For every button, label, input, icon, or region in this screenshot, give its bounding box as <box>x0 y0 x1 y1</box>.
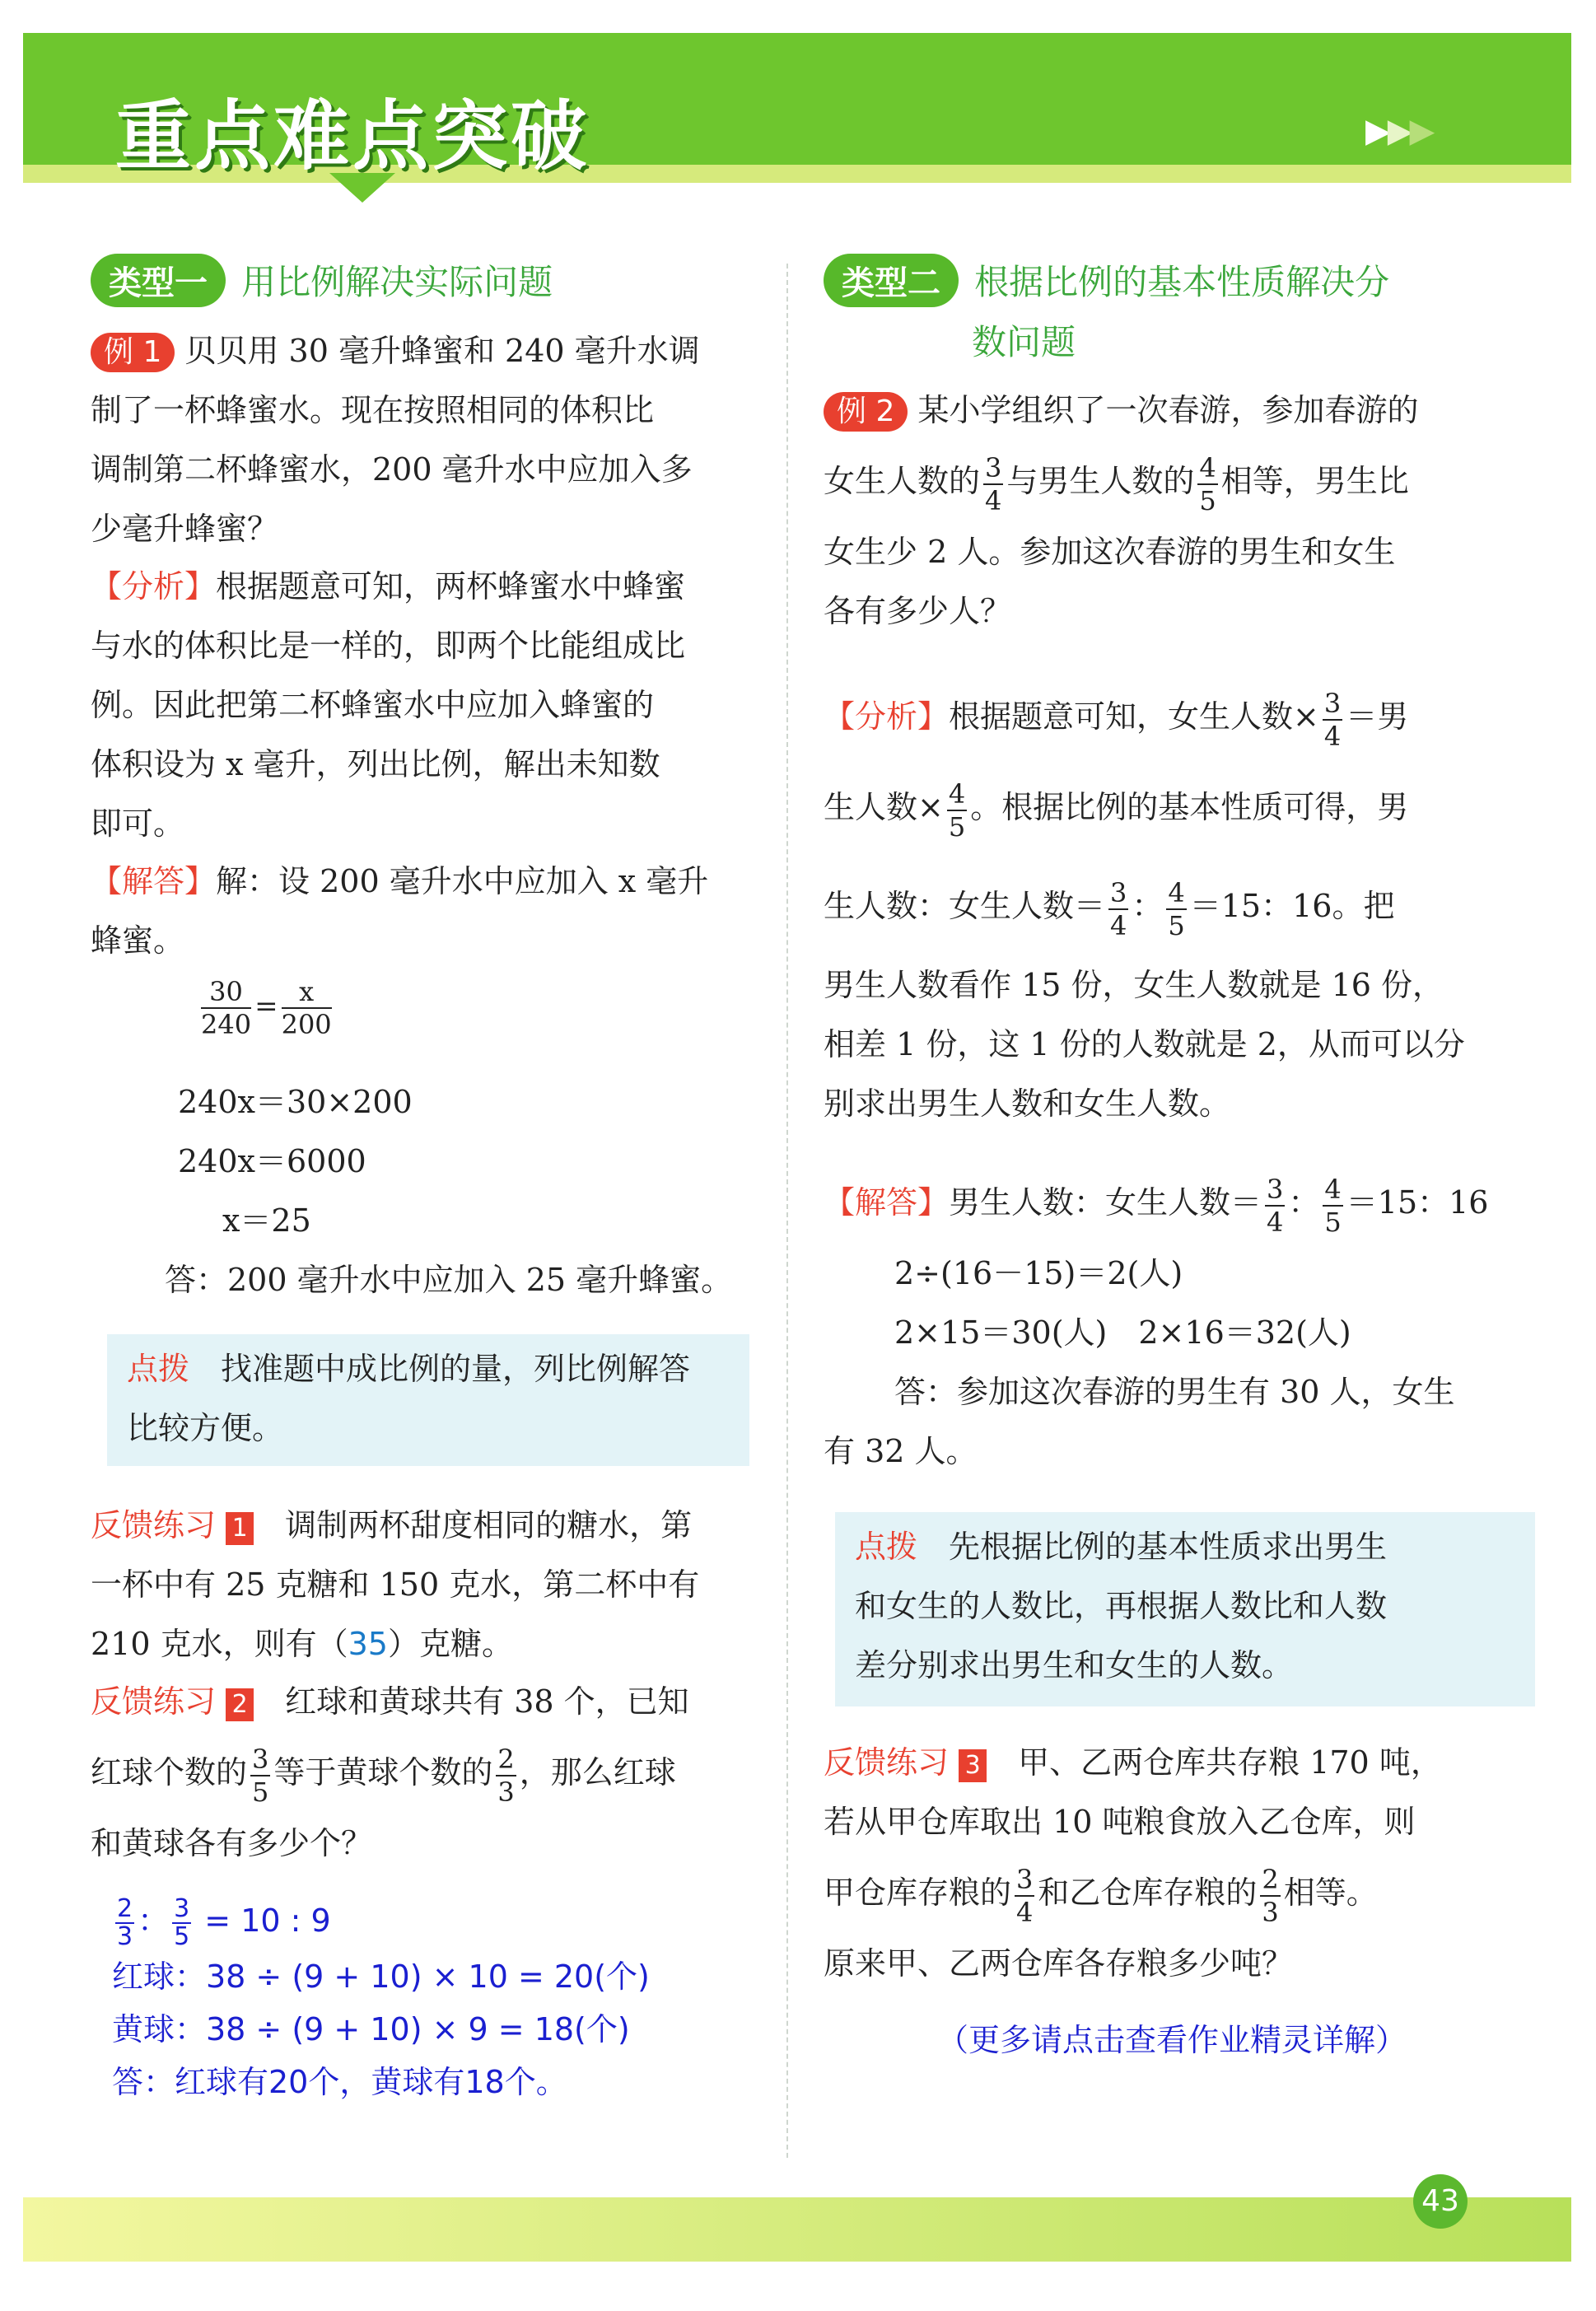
feedback-label: 反馈练习 <box>91 1683 217 1720</box>
fill-answer: 35 <box>348 1626 388 1662</box>
type-badge: 类型二 <box>824 254 959 307</box>
answer2: 【解答】男生人数：女生人数＝ $\frac{3}{4}$ ： $\frac{4}{5}$ ＝15：16 2÷(16－15)＝2(人) 2×15＝30(人) 2×16＝32(人) 答：参加这次春游的男生有 30 人，女生 有 32 人。 <box>824 1173 1489 1469</box>
analysis-label: 【分析】 <box>824 698 950 735</box>
example-line: 调制第二杯蜂蜜水，200 毫升水中应加入多 <box>91 451 693 488</box>
answer-line: 解：设 200 毫升水中应加入 x 毫升 <box>216 863 709 899</box>
equation-proportion: $\frac{30}{240}$ = $\frac{x}{200}$ <box>201 976 332 1040</box>
type-badge: 类型一 <box>91 254 226 307</box>
analysis2: 【分析】根据题意可知，女生人数× $\frac{3}{4}$ ＝男 生人数× $\frac{4}{5}$ 。根据比例的基本性质可得，男 生人数：女生人数＝ $\frac{3}{4}$ ： $\frac{4}{5}$ ＝15：16。把 男生人数看作 15 份，女生人数就是 16 份， 相差 1 份，这 1 份的人数就是 2，从而可以分 别求出男生人数和女生人数。 <box>824 687 1465 1122</box>
answer1 <box>91 852 758 970</box>
example-line: 贝贝用 30 毫升蜂蜜和 240 毫升水调 <box>184 333 700 369</box>
feedback-label: 反馈练习 <box>91 1507 217 1543</box>
analysis-line: 与水的体积比是一样的，即两个比能组成比 <box>91 628 686 664</box>
example-badge: 例 2 <box>824 392 908 432</box>
tip-box: 点拨 先根据比例的基本性质求出男生 和女生的人数比，再根据人数比和人数 差分别求出男生和女生的人数。 <box>835 1512 1535 1706</box>
analysis-line: 体积设为 x 毫升，列出比例，解出未知数 <box>91 746 660 782</box>
feedback1: 反馈练习 1 调制两杯甜度相同的糖水，第 一杯中有 25 克糖和 150 克水，第二杯中有 210 克水，则有（35）克糖。 <box>91 1496 758 1674</box>
answer-label: 【解答】 <box>824 1184 950 1221</box>
example-badge: 例 1 <box>91 333 175 372</box>
type2-heading <box>824 254 1548 365</box>
analysis-line: 例。因此把第二杯蜂蜜水中应加入蜂蜜的 <box>91 687 655 723</box>
feedback-line: 调制两杯甜度相同的糖水，第 <box>285 1507 693 1543</box>
tip-box <box>107 1334 749 1466</box>
tip-label: 点拨 <box>855 1529 918 1565</box>
tip-line: 找准题中成比例的量，列比例解答 <box>221 1351 691 1387</box>
page-number: 43 <box>1413 2174 1468 2229</box>
play-arrow-icon: ▶ <box>1409 112 1432 150</box>
feedback2: 反馈练习 2 红球和黄球共有 38 个，已知 红球个数的 $\frac{3}{5}$ 等于黄球个数的 $\frac{2}{3}$ ，那么红球 和黄球各有多少个？ <box>91 1683 689 1861</box>
example-line: 少毫升蜂蜜？ <box>91 511 279 547</box>
analysis-label: 【分析】 <box>91 568 217 605</box>
type1-heading <box>91 254 553 307</box>
analysis1 <box>91 557 758 853</box>
equation-line: 240x＝30×200 <box>178 1084 413 1120</box>
type-title: 根据比例的基本性质解决分 <box>974 262 1390 302</box>
footer-band <box>23 2197 1571 2262</box>
equation-line: x＝25 <box>222 1202 311 1239</box>
example1 <box>91 321 758 558</box>
analysis-line: 根据题意可知，两杯蜂蜜水中蜂蜜 <box>216 568 686 605</box>
type-title: 数问题 <box>972 322 1076 362</box>
arrow-icons <box>1365 112 1431 150</box>
example-line: 制了一杯蜂蜜水。现在按照相同的体积比 <box>91 392 655 428</box>
tip-label: 点拨 <box>127 1351 190 1387</box>
feedback3: 反馈练习 3 甲、乙两仓库共存粮 170 吨， 若从甲仓库取出 10 吨粮食放入乙仓库，则 甲仓库存粮的 $\frac{3}{4}$ 和乙仓库存粮的 $\frac{2}{3}$ 相等。 原来甲、乙两仓库各存粮多少吨？ <box>824 1744 1442 1982</box>
feedback-number: 1 <box>226 1512 254 1545</box>
more-solutions-link[interactable]: （更多请点击查看作业精灵详解） <box>937 2022 1407 2058</box>
equation-line: 240x＝6000 <box>178 1143 366 1179</box>
play-arrow-icon: ▶ <box>1365 112 1388 150</box>
feedback-number: 2 <box>226 1688 254 1721</box>
answer-label: 【解答】 <box>91 863 217 899</box>
analysis-line: 即可。 <box>91 805 185 842</box>
feedback-number: 3 <box>959 1749 987 1782</box>
conclusion: 答：200 毫升水中应加入 25 毫升蜂蜜。 <box>165 1262 733 1298</box>
column-divider <box>786 264 788 2158</box>
feedback-line: 一杯中有 25 克糖和 150 克水，第二杯中有 <box>91 1566 700 1603</box>
answer-line: 蜂蜜。 <box>91 922 185 959</box>
page-title: 重点难点突破 <box>115 92 590 180</box>
feedback-label: 反馈练习 <box>824 1744 950 1781</box>
tip-line: 比较方便。 <box>127 1410 284 1446</box>
play-arrow-icon: ▶ <box>1387 112 1410 150</box>
handwritten-solution: $\frac{2}{3}$ ： $\frac{3}{5}$ = 10 : 9 红球：38 ÷ (9 + 10) × 10 = 20(个) 黄球：38 ÷ (9 + 10) × 9 = 18(个) 答：红球有20个，黄球有18个。 <box>112 1893 650 2100</box>
example2: 例 2 某小学组织了一次春游，参加春游的 女生人数的 $\frac{3}{4}$ 与男生人数的 $\frac{4}{5}$ 相等，男生比 女生少 2 人。参加这次春游的男生和女生 各有多少人？ <box>824 392 1419 629</box>
type-title: 用比例解决实际问题 <box>241 262 553 302</box>
